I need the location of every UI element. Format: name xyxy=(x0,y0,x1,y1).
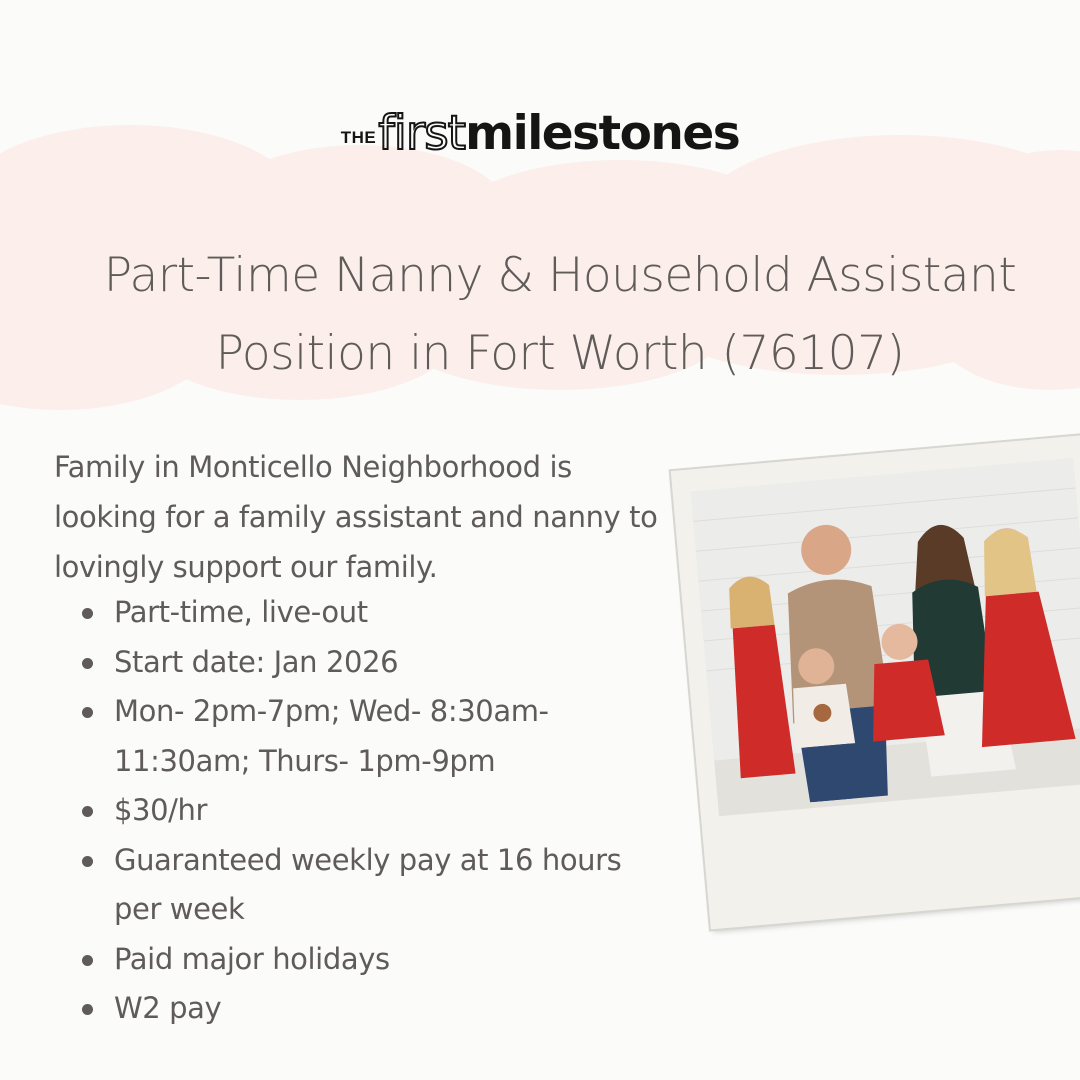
bullet-icon xyxy=(82,806,93,817)
family-photo-illustration xyxy=(691,458,1080,816)
bullet-icon xyxy=(82,955,93,966)
intro-line-3: lovingly support our family. xyxy=(54,550,438,584)
bullet-icon xyxy=(82,658,93,669)
list-item-text: $30/hr xyxy=(114,793,208,827)
intro-line-2: looking for a family assistant and nanny to xyxy=(54,500,658,534)
bullet-icon xyxy=(82,707,93,718)
page-title xyxy=(40,237,1080,393)
logo-milestones-text: milestones xyxy=(465,106,740,161)
list-item-text-continued: 11:30am; Thurs- 1pm-9pm xyxy=(114,743,496,778)
title-line-2: Position in Fort Worth (76107) xyxy=(215,326,905,381)
intro-paragraph xyxy=(54,442,694,592)
list-item-text-continued: per week xyxy=(114,892,245,926)
list-item xyxy=(54,786,674,836)
list-item xyxy=(54,836,674,935)
list-item-text: Paid major holidays xyxy=(114,941,390,976)
brand-logo xyxy=(0,106,1080,161)
list-item-text: Guaranteed weekly pay at 16 hours xyxy=(114,842,622,877)
title-line-1: Part-Time Nanny & Household Assistant xyxy=(103,248,1017,303)
bullet-icon xyxy=(82,856,93,867)
list-item-text: Mon- 2pm-7pm; Wed- 8:30am- xyxy=(114,694,549,728)
list-item xyxy=(54,588,674,638)
family-photo xyxy=(691,458,1080,816)
list-item-text: Start date: Jan 2026 xyxy=(114,644,399,679)
job-details-list xyxy=(54,588,674,1034)
list-item-text: W2 pay xyxy=(114,991,222,1025)
list-item-text: Part-time, live-out xyxy=(114,595,368,629)
bullet-icon xyxy=(82,1004,93,1015)
polaroid-frame xyxy=(671,435,1080,930)
intro-line-1: Family in Monticello Neighborhood is xyxy=(54,450,572,484)
logo-first-text: first xyxy=(378,106,466,161)
list-item xyxy=(54,935,674,985)
logo-the-text: THE xyxy=(340,128,377,147)
list-item xyxy=(54,984,674,1034)
bullet-icon xyxy=(82,608,93,619)
list-item xyxy=(54,638,674,688)
list-item xyxy=(54,687,674,786)
